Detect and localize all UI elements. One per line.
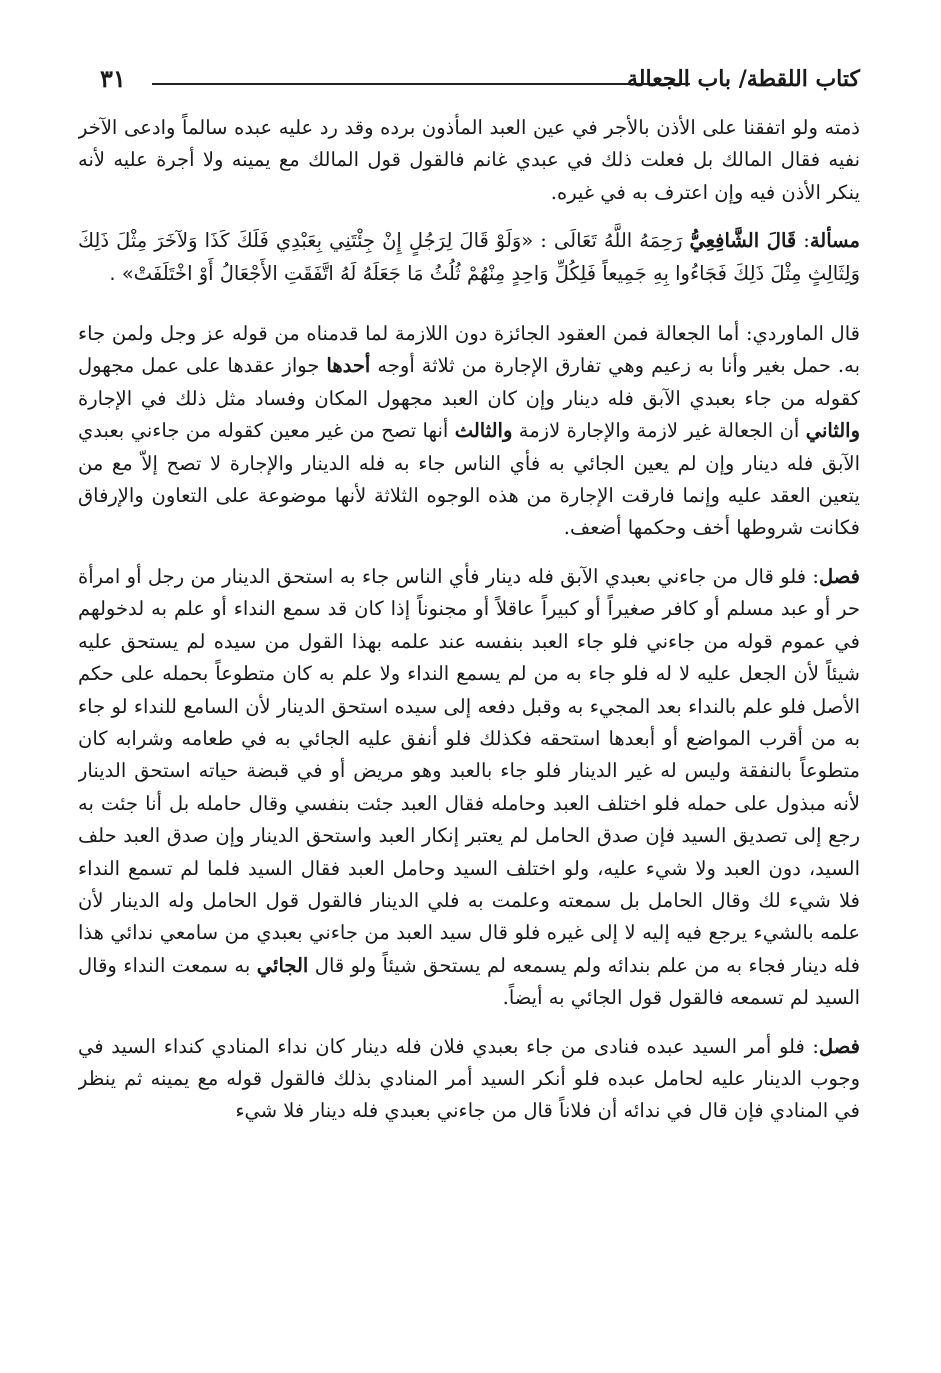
mawardi-text-3: أن الجعالة غير لازمة والإجارة لازمة (518, 419, 800, 443)
masala-quote: «وَلَوْ قَالَ لِرَجُلٍ إِنْ جِئْتَنِي بِعَبْدِي فَلَكَ كَذَا وَلآخَرَ مِثْلَ ذَلِكَ وَلِثَالِثٍ مِثْلَ ذَلِكَ فَجَاءُوا بِهِ جَمِيعاً فَلِكُلِّ وَاحِدٍ مِنْهُمْ ثُلُثُ مَا جَعَلَهُ لَهُ اتَّفَقَتِ الأَجْعَالُ أَوْ اخْتَلَفَتْ» . (78, 229, 860, 285)
masala-label: مسألة (809, 229, 860, 253)
fasl-text-2: : فلو أمر السيد عبده فنادى من جاء بعبدي فلان فله دينار كان نداء المنادي كنداء السيد في وجوب الدينار عليه لحامل عبده فلو أنكر السيد أمر المنادي بذلك فالقول قوله مع يمينه ثم ينظر في المنادي فإن قال في ندائه أن فلاناً قال من جاءني بعبدي فله دينار فلا شيء (78, 1034, 860, 1123)
mawardi-paragraph (78, 318, 860, 545)
mawardi-text-4: أنها تصح من غير معين كقوله من جاءني بعبدي الآبق فله دينار وإن لم يعين الجائي به فأي الناس جاء به فله الدينار والإجارة لا تصح إلاّ مع من يتعين العقد عليه وإنما فارقت الإجارة من هذه الوجوه الثلاثة لأنها موضوعة على التعاون والإرفاق فكانت شروطها أخف وحكمها أضعف. (78, 419, 860, 540)
page-header (100, 64, 860, 104)
fasl-label-2: فصل (819, 1034, 860, 1058)
fasl-paragraph-1 (78, 561, 860, 1015)
fasl-label-1: فصل (819, 564, 860, 588)
running-title: كتاب اللقطة/ باب الجعالة (627, 66, 860, 92)
paragraph-continuation: ذمته ولو اتفقنا على الأذن بالأجر في عين العبد المأذون برده وقد رد عليه عبده سالماً وادعى الآخر نفيه فقال المالك بل فعلت ذلك في عبدي غانم فالقول قول المالك مع يمينه ولا أجرة عليه لأنه ينكر الأذن فيه وإن اعترف به في غيره. (78, 116, 860, 204)
masala-speaker: قَالَ الشَّافِعِيُّ (689, 229, 797, 253)
page-body (78, 112, 860, 1352)
jaai-label: الجائي (256, 953, 309, 977)
fasl-tail-1: به سمعت النداء وقال السيد لم تسمعه فالقول قول الجائي به أيضاً. (78, 953, 860, 1010)
masala-paragraph: مسألة: قَالَ الشَّافِعِيُّ رَحِمَهُ اللَّهُ تَعَالَى : «وَلَوْ قَالَ لِرَجُلٍ إِنْ جِئْتَنِي بِعَبْدِي فَلَكَ كَذَا وَلآخَرَ مِثْلَ ذَلِكَ وَلِثَالِثٍ مِثْلَ ذَلِكَ فَجَاءُوا بِهِ جَمِيعاً فَلِكُلِّ وَاحِدٍ مِنْهُمْ ثُلُثُ مَا جَعَلَهُ لَهُ اتَّفَقَتِ الأَجْعَالُ أَوْ اخْتَلَفَتْ» . (78, 229, 860, 285)
mawardi-text-2: جواز عقدها على عمل مجهول كقوله من جاء بعبدي الآبق فله دينار وإن كان العبد مجهول المكان وفساد مثل ذلك في الإجارة (78, 354, 860, 410)
fasl-text-1: : فلو قال من جاءني بعبدي الآبق فله دينار فأي الناس جاء به استحق الدينار من رجل أو امرأة حر أو عبد مسلم أو كافر صغيراً أو كبيراً عاقلاً أو مجنوناً إذا كان قد سمع النداء أو علم به لدخولهم في عموم قوله من جاءني فلو جاء العبد بنفسه عند علمه بهذا القول من سيده لم يستحق عليه شيئاً لأن الجعل عليه لا له فلو جاء به من لم يسمع النداء ولا علم به كان متطوعاً بحمله على حكم الأصل فلو علم بالنداء بعد المجيء به وقبل دفعه إلى سيده استحق الدينار لأن السامع للنداء لو جاء به من أقرب المواضع أو أبعدها استحقه فكذلك فلو أنفق عليه الجائي به في طعامه وشرابه كان متطوعاً بالنفقة وليس له غير الدينار فلو جاء بالعبد وهو مريض أو في قبضة حياته استحق الدينار لأنه مبذول على حمله فلو اختلف العبد وحامله فقال العبد جئت بنفسي وقال حامله بل أنا جئت به رجع إلى تصديق السيد فإن صدق الحامل لم يعتبر إنكار العبد واستحق الدينار وإن صدق العبد حلف السيد، دون العبد ولا شيء عليه، ولو اختلف السيد وحامل العبد فقال السيد فلما لم تسمع النداء فلا شيء لك وقال الحامل بل سمعته وعلمت به فلي الدينار فالقول قول الحامل وله الدينار لأن علمه بالشيء يرجع فيه إليه لا إلى غيره فلو قال سيد العبد من جاءني بعبدي من سامعي ندائي هذا فله دينار فجاء به من علم بندائه ولم يسمعه لم يستحق شيئاً ولو قال (78, 564, 860, 977)
mawardi-text-1: قال الماوردي: أما الجعالة فمن العقود الجائزة دون اللازمة لما قدمناه من قوله عز وجل ولمن جاء به. حمل بغير وأنا به زعيم وهي تفارق الإجارة من ثلاثة أوجه (78, 322, 860, 378)
masala-intro: رَحِمَهُ اللَّهُ تَعَالَى : (540, 229, 683, 253)
page-number: ٣١ (100, 64, 126, 93)
first-point-label: أحدها (326, 354, 371, 378)
fasl-paragraph-2 (78, 1031, 860, 1128)
third-point-label: والثالث (454, 419, 513, 443)
second-point-label: والثاني (805, 419, 860, 443)
header-rule (152, 83, 690, 85)
